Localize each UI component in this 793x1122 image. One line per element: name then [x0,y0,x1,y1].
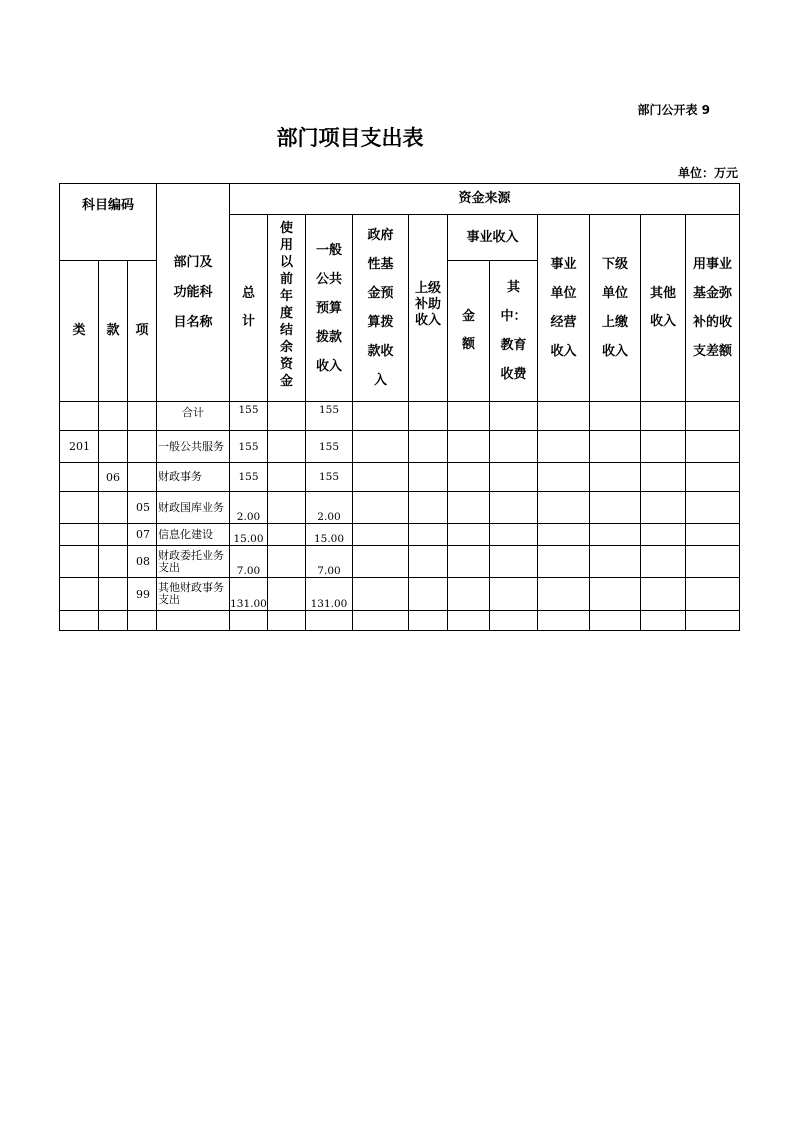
cell-prior [268,431,306,463]
header-gov-fund: 政府性基金预算拨款收入 [353,215,409,402]
table-row [60,546,740,578]
header-dept-name: 部门及功能科目名称 [157,184,230,402]
header-subordinate-income: 下级单位上缴收入 [590,215,641,402]
cell-lei: 201 [60,431,99,463]
cell-xiang: 05 [128,492,157,524]
cell-xiang: 08 [128,546,157,578]
cell-name: 财政事务 [157,463,230,492]
cell-kuan: 06 [99,463,128,492]
cell-general: 131.00 [306,578,353,611]
cell-general: 155 [306,463,353,492]
cell-prior [268,463,306,492]
table-row [60,524,740,546]
cell-prior [268,546,306,578]
cell-kuan [99,524,128,546]
cell-lei [60,402,99,431]
cell-name: 一般公共服务 [157,431,230,463]
header-kuan: 款 [99,261,128,402]
cell-kuan [99,492,128,524]
cell-xiang: 99 [128,578,157,611]
cell-name: 合计 [157,402,230,431]
header-subject-code: 科目编码 [60,184,157,261]
header-other-income: 其他收入 [641,215,686,402]
header-total: 总计 [230,215,268,402]
header-amount: 金额 [448,261,490,402]
cell-name: 财政国库业务 [157,492,230,524]
cell-lei [60,463,99,492]
cell-general: 155 [306,402,353,431]
cell-prior [268,402,306,431]
header-business-income: 事业收入 [448,215,538,261]
cell-total: 131.00 [230,578,268,611]
form-number: 部门公开表 9 [637,103,710,117]
table-row [60,431,740,463]
cell-kuan [99,402,128,431]
cell-total: 15.00 [230,524,268,546]
cell-prior [268,492,306,524]
page-title: 部门项目支出表 [276,126,424,150]
table-row [60,492,740,524]
table-row [60,402,740,431]
header-general-budget: 一般公共预算拨款收入 [306,215,353,402]
table-row-empty [60,611,740,631]
header-prior-balance: 使用以前年度结余资金 [268,215,306,402]
header-superior-subsidy: 上级补助收入 [409,215,448,402]
cell-general: 2.00 [306,492,353,524]
cell-name: 财政委托业务支出 [157,546,230,578]
table-row [60,578,740,611]
cell-lei [60,578,99,611]
cell-kuan [99,431,128,463]
cell-name: 信息化建设 [157,524,230,546]
project-expenditure-table [59,183,740,631]
cell-xiang [128,463,157,492]
header-lei: 类 [60,261,99,402]
cell-kuan [99,578,128,611]
cell-total: 155 [230,463,268,492]
cell-xiang [128,431,157,463]
cell-total: 155 [230,431,268,463]
cell-total: 155 [230,402,268,431]
header-operation-income: 事业单位经营收入 [538,215,590,402]
cell-prior [268,578,306,611]
cell-general: 7.00 [306,546,353,578]
header-education-fee: 其中：教育收费 [490,261,538,402]
header-fund-source: 资金来源 [230,184,740,215]
unit-label: 单位：万元 [677,166,738,180]
table-row [60,463,740,492]
header-xiang: 项 [128,261,157,402]
cell-lei [60,524,99,546]
cell-total: 2.00 [230,492,268,524]
cell-prior [268,524,306,546]
cell-xiang [128,402,157,431]
cell-general: 15.00 [306,524,353,546]
cell-xiang: 07 [128,524,157,546]
cell-lei [60,546,99,578]
header-fund-offset: 用事业基金弥补的收支差额 [686,215,740,402]
cell-general: 155 [306,431,353,463]
cell-lei [60,492,99,524]
cell-kuan [99,546,128,578]
cell-total: 7.00 [230,546,268,578]
cell-name: 其他财政事务支出 [157,578,230,611]
